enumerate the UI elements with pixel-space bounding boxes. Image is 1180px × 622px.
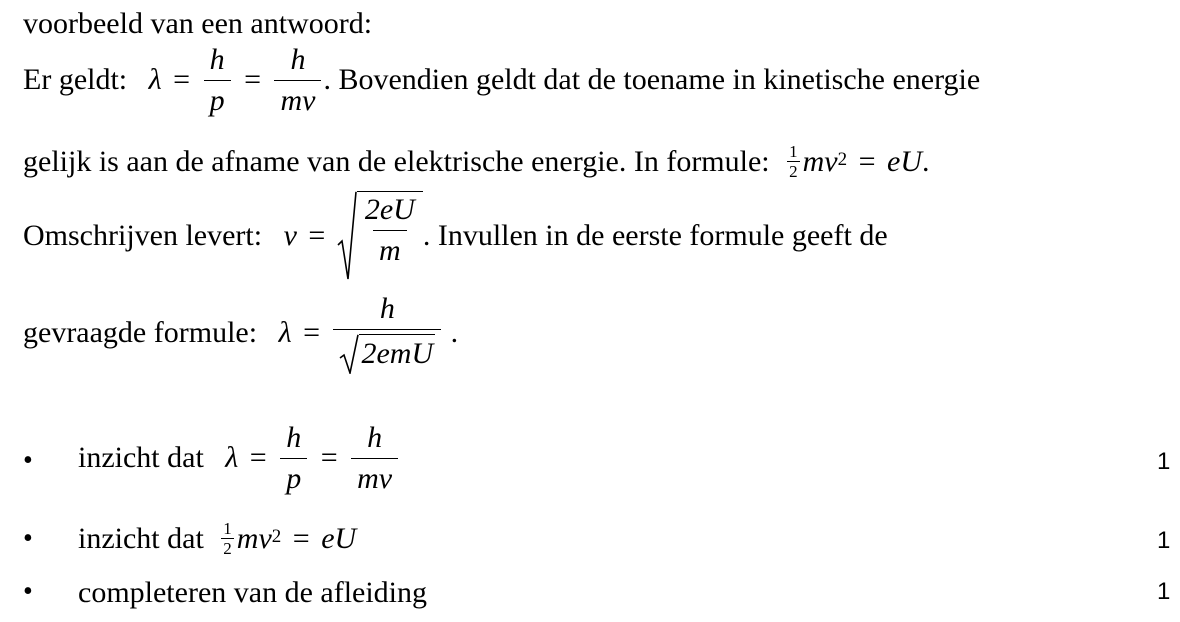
lambda-symbol: λ — [278, 316, 292, 350]
eu-term: eU — [887, 144, 923, 178]
line1-tail: . Bovendien geldt dat de toename in kinetische energie — [323, 63, 981, 96]
bullet-icon: • — [23, 523, 33, 554]
scoring-item-content — [78, 422, 400, 494]
root-body — [357, 191, 423, 281]
scoring-item-content — [78, 576, 427, 608]
equals-sign: = — [292, 521, 310, 555]
scoring-item-content — [78, 520, 356, 557]
lambda-symbol: λ — [225, 441, 239, 474]
intro-text — [23, 7, 372, 39]
equals-sign: = — [308, 219, 326, 252]
fraction-numerator: h — [367, 421, 383, 454]
formula-line-3 — [23, 191, 888, 281]
fraction-numerator: 2eU — [364, 193, 415, 226]
fraction-denominator — [333, 329, 441, 374]
fraction-numerator: h — [290, 43, 306, 76]
scoring-item-3 — [0, 576, 1180, 610]
bullet-icon: • — [23, 445, 33, 476]
equals-sign: = — [858, 144, 876, 178]
equals-sign: = — [303, 316, 320, 350]
fraction-denominator: mv — [351, 458, 398, 495]
v-symbol: v — [283, 219, 297, 252]
line2-lead: gelijk is aan de afname van de elektrische energie. In formule: — [23, 144, 770, 178]
equals-sign: = — [173, 63, 191, 96]
radical-sign-graphic — [339, 334, 359, 374]
line3-lead: Omschrijven levert: — [23, 219, 263, 252]
scoring-item-lead: inzicht dat — [78, 441, 204, 474]
eu-term: eU — [321, 521, 357, 555]
square-root — [339, 334, 435, 374]
fraction-numerator: h — [379, 292, 395, 325]
line3-tail: . Invullen in de eerste formule geeft de — [422, 219, 888, 252]
mv-term: mv — [236, 521, 272, 555]
fraction-denominator: 2 — [789, 162, 798, 181]
formula-line-1 — [23, 44, 980, 116]
fraction-one-half — [787, 143, 800, 180]
scoring-item-lead: completeren van de afleiding — [78, 576, 428, 610]
line4-lead: gevraagde formule: — [23, 316, 258, 350]
equals-sign: = — [320, 441, 338, 474]
fraction-h-over-root — [333, 293, 441, 374]
score-value: 1 — [1157, 527, 1171, 554]
formula-line-4 — [23, 293, 458, 374]
lambda-symbol: λ — [148, 63, 162, 96]
fraction-numerator: 1 — [789, 142, 798, 161]
fraction-numerator: h — [286, 421, 302, 454]
fraction-one-half — [221, 520, 234, 557]
fraction-2eu-over-m — [359, 194, 421, 266]
formula-line-2 — [23, 143, 930, 180]
exponent: 2 — [271, 526, 282, 547]
intro-label: voorbeeld van een antwoord: — [23, 7, 373, 41]
mv-term: mv — [802, 144, 838, 178]
radical-sign-graphic — [337, 191, 357, 281]
square-root — [337, 191, 423, 281]
exponent: 2 — [837, 149, 848, 170]
score-value: 1 — [1157, 448, 1171, 475]
fraction-h-over-mv — [274, 44, 321, 116]
scoring-item-lead: inzicht dat — [78, 521, 204, 555]
fraction-denominator: p — [204, 80, 231, 117]
bullet-icon: • — [23, 576, 33, 607]
equals-sign: = — [249, 441, 267, 474]
root-body: 2emU — [359, 334, 435, 374]
fraction-denominator: 2 — [223, 539, 232, 558]
radical-sign-icon — [339, 334, 359, 374]
fraction-denominator: p — [280, 458, 307, 495]
line2-tail: . — [922, 144, 930, 178]
fraction-h-over-p — [204, 44, 231, 116]
fraction-h-over-mv — [351, 422, 398, 494]
line4-tail: . — [450, 316, 459, 350]
line1-lead: Er geldt: — [23, 63, 128, 96]
fraction-h-over-p — [280, 422, 307, 494]
score-value: 1 — [1157, 578, 1171, 605]
fraction-denominator: m — [373, 230, 407, 267]
fraction-denominator: mv — [274, 80, 321, 117]
fraction-numerator: 1 — [223, 519, 232, 538]
equals-sign: = — [244, 63, 261, 96]
scoring-item-1 — [0, 422, 1180, 506]
fraction-numerator: h — [209, 43, 225, 76]
scoring-item-2 — [0, 520, 1180, 560]
radical-sign-icon — [337, 191, 357, 281]
